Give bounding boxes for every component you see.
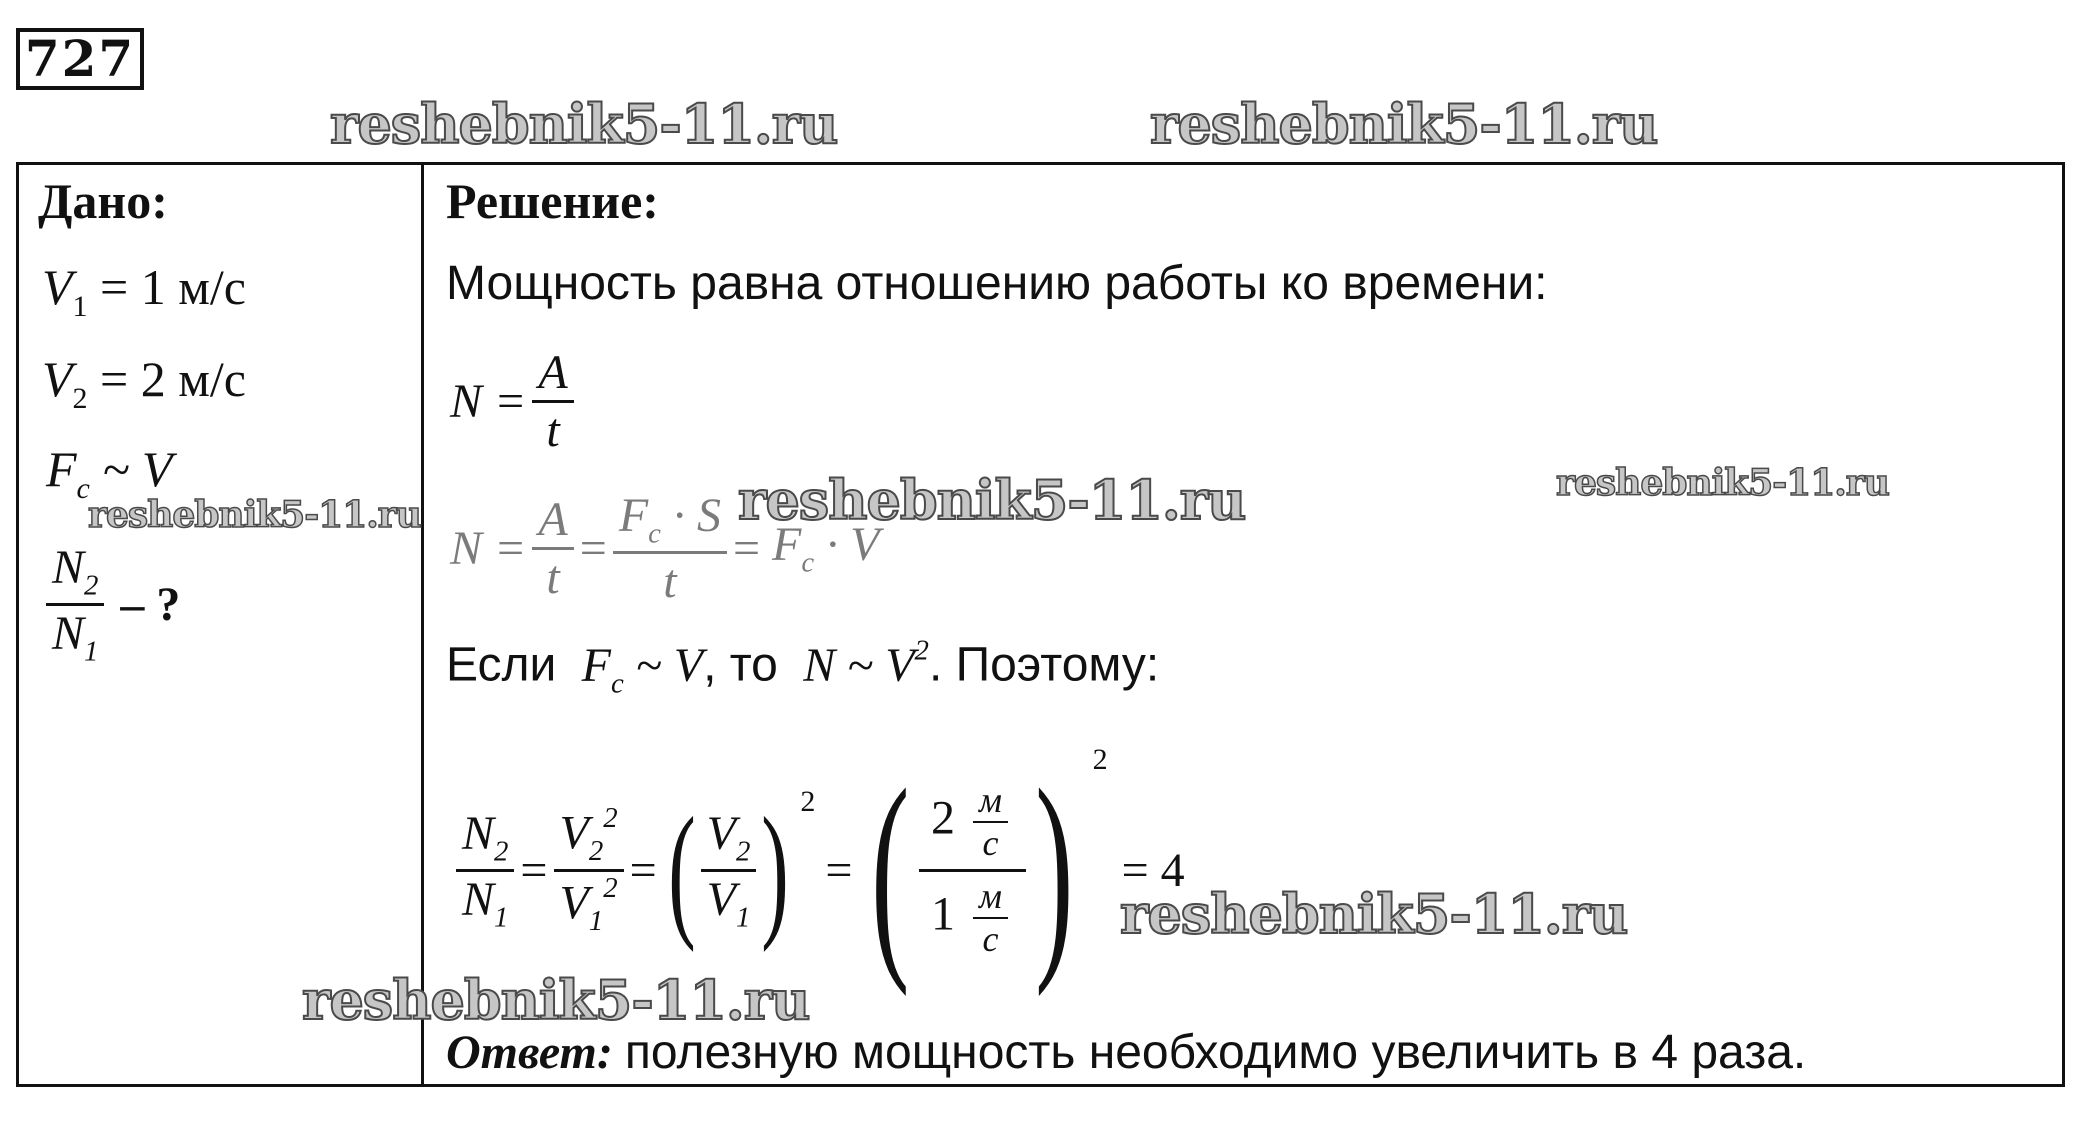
watermark: reshebnik5-11.ru [88, 494, 421, 536]
answer-text: полезную мощность необходимо увеличить в 4 раза. [624, 1026, 1807, 1079]
ratio-numeric-fraction: 2 $\frac{м}{с}$ 1 $\frac{м}{с}$ [919, 776, 1026, 965]
watermark: reshebnik5-11.ru [1150, 92, 1658, 156]
ratio-v-squared: $\frac{V_2^2}{V_1^2}$ [554, 802, 624, 937]
column-divider [421, 162, 424, 1087]
given-v2: $V_2 = 2$ м/с [42, 351, 246, 415]
problem-number: 727 [16, 28, 144, 90]
formula-power-expanded: N = $\frac{A}{t}$ = $\frac{F_c \cdot S}{t}$ = $F_c \cdot V$ [450, 489, 880, 608]
formula-power: N = $\frac{A}{t}$ [450, 345, 580, 458]
watermark: reshebnik5-11.ru [330, 92, 838, 156]
watermark: reshebnik5-11.ru [302, 968, 810, 1032]
ratio-fraction: $\frac{N_2}{N_1}$ [46, 540, 104, 668]
given-force-relation: $F_c$ ~ V [46, 441, 173, 505]
ratio-n2-n1: $\frac{N_2}{N_1}$ [456, 806, 514, 934]
solution-intro: Мощность равна отношению работы ко времени: [446, 257, 1548, 310]
answer-line [446, 1025, 1806, 1080]
condition-line: Если $F_c$ ~ V, то N ~ $V^2$. Поэтому: [446, 634, 1160, 700]
given-heading: Дано: [38, 173, 168, 229]
ratio-equation: $\frac{N_2}{N_1}$ = $\frac{V_2^2}{V_1^2}$ = ( $\frac{V_2}{V_1}$ ) 2 = ( 2 $\frac{м}{с}$ 1 $\frac{м}{с}$ ) 2 = 4 [450, 735, 1185, 1005]
watermark: reshebnik5-11.ru [1120, 882, 1628, 946]
watermark: reshebnik5-11.ru [1556, 462, 1889, 504]
answer-label: Ответ: [446, 1026, 613, 1079]
given-v1: $V_1 = 1$ м/с [42, 259, 246, 323]
solution-heading: Решение: [446, 173, 659, 229]
given-find-ratio: $\frac{N_2}{N_1}$ – ? [40, 540, 180, 668]
ratio-v-fraction: $\frac{V_2}{V_1}$ [701, 806, 757, 934]
watermark: reshebnik5-11.ru [738, 468, 1246, 532]
